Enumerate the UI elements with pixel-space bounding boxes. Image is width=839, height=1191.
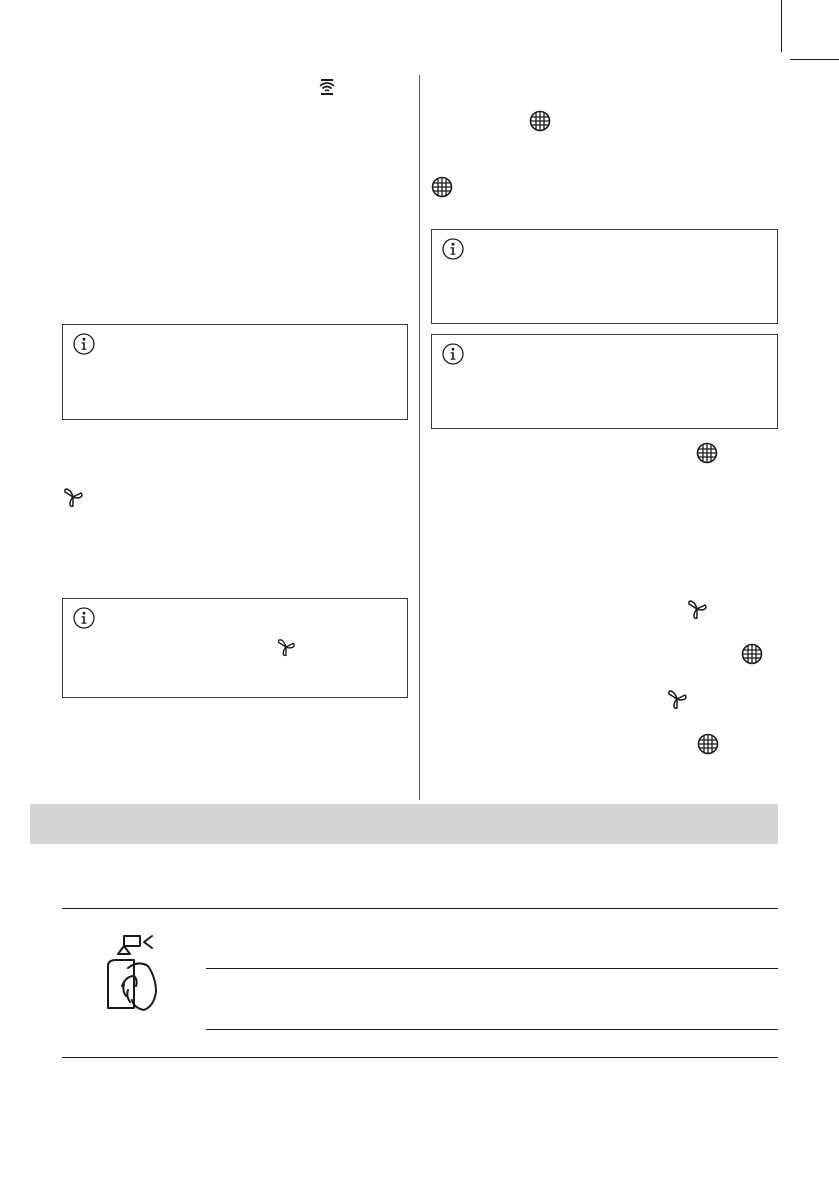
info-icon: [442, 238, 464, 260]
grid-filter-icon: [696, 442, 718, 464]
column-divider: [419, 75, 420, 800]
crop-mark-vertical: [781, 0, 782, 52]
grid-filter-icon: [741, 643, 763, 665]
info-icon: [73, 333, 95, 355]
fan-icon: [62, 486, 84, 508]
info-icon: [442, 343, 464, 365]
fan-icon: [276, 637, 296, 657]
info-box: [62, 324, 408, 420]
grid-filter-icon: [431, 176, 453, 198]
table-row-divider: [206, 1029, 778, 1030]
fan-icon: [666, 688, 688, 710]
section-header-bar: [30, 804, 778, 844]
info-box: [431, 229, 778, 324]
grid-filter-icon: [697, 733, 719, 755]
wifi-hob-icon: [318, 78, 336, 96]
fan-icon: [686, 598, 708, 620]
spray-cleaning-icon: [104, 930, 166, 1014]
table-bottom-rule: [62, 1057, 778, 1058]
info-icon: [73, 607, 95, 629]
table-row-divider: [206, 968, 778, 969]
table-top-rule: [62, 908, 778, 909]
crop-mark-horizontal: [790, 59, 839, 60]
grid-filter-icon: [529, 110, 551, 132]
info-box: [62, 598, 408, 698]
info-box: [431, 334, 778, 429]
